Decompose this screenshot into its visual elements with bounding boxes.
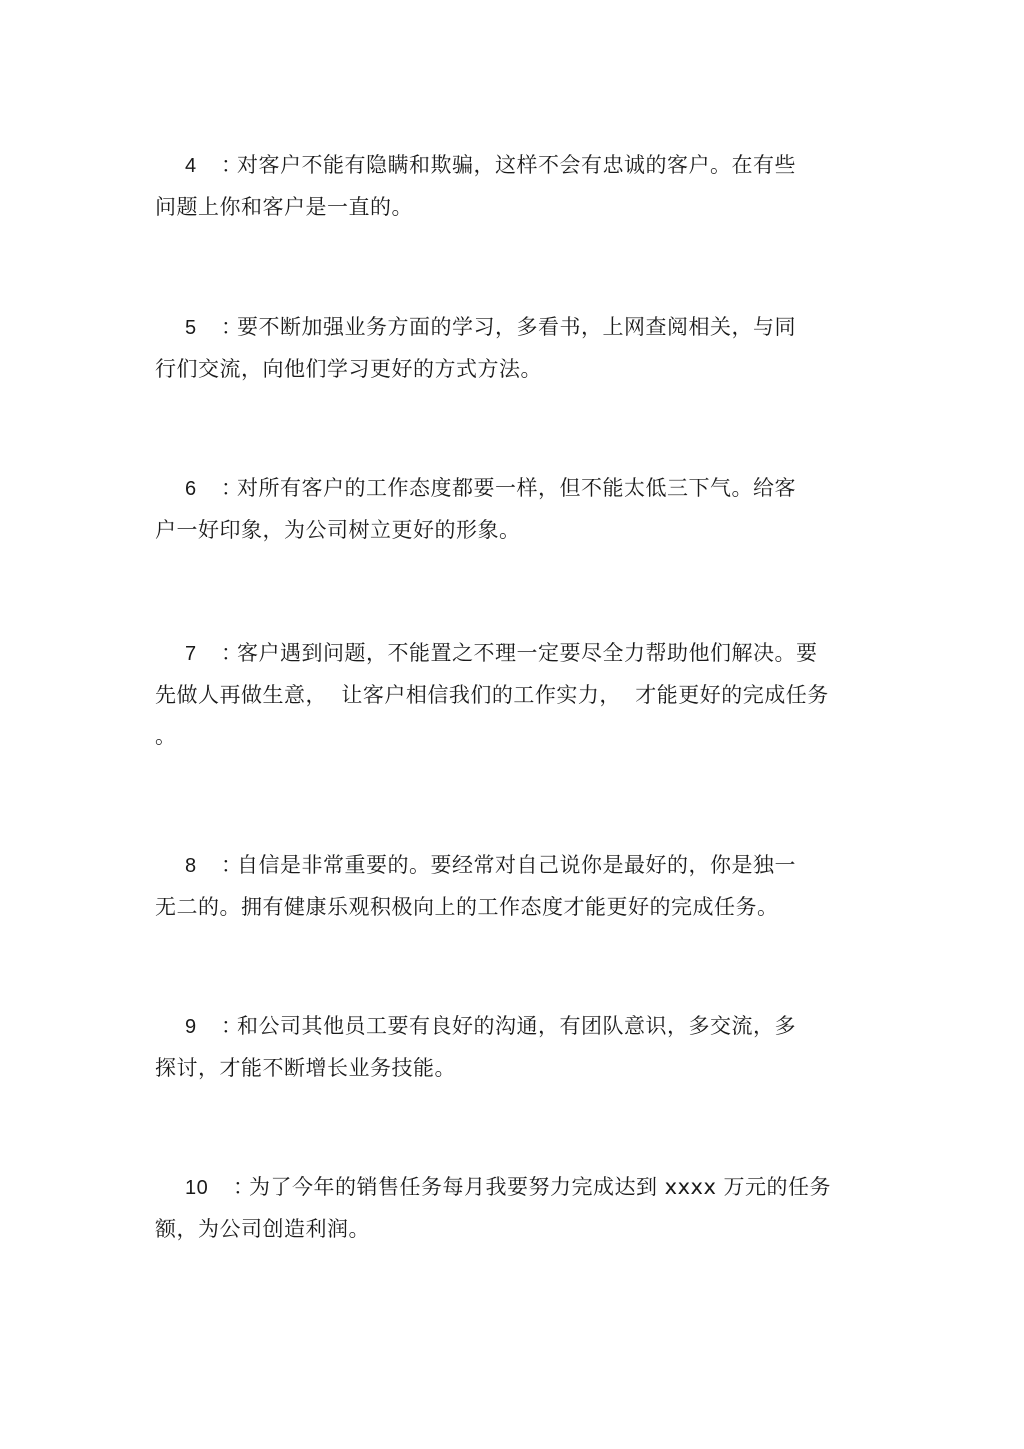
item-line: 户一好印象，为公司树立更好的形象。: [155, 518, 521, 542]
item-separator: ：: [221, 315, 243, 339]
item-separator: ：: [221, 853, 243, 877]
item-line: [155, 145, 860, 187]
list-item-6: [155, 468, 860, 551]
item-line: 额，为公司创造利润。: [155, 1217, 370, 1241]
list-item-10: [155, 1167, 860, 1250]
item-line: [155, 468, 860, 510]
item-line: [155, 845, 860, 887]
item-number: 8: [185, 855, 197, 877]
item-number: 10: [185, 1177, 209, 1199]
item-separator: ：: [233, 1175, 255, 1199]
list-item-9: [155, 1006, 860, 1089]
item-number: 6: [185, 478, 197, 500]
item-line: [155, 307, 860, 349]
item-line: 先做人再做生意， 让客户相信我们的工作实力， 才能更好的完成任务: [155, 683, 829, 707]
item-number: 5: [185, 317, 197, 339]
list-item-7: [155, 633, 860, 757]
item-line: [155, 633, 860, 675]
list-item-4: [155, 145, 860, 228]
item-number: 7: [185, 643, 197, 665]
item-text: 为了今年的销售任务每月我要努力完成达到 xxxx 万元的任务: [249, 1175, 832, 1199]
list-item-8: [155, 845, 860, 928]
item-number: 4: [185, 155, 197, 177]
item-line: [155, 1167, 860, 1209]
item-line: 行们交流，向他们学习更好的方式方法。: [155, 357, 542, 381]
item-text: 客户遇到问题，不能置之不理一定要尽全力帮助他们解决。要: [237, 641, 818, 665]
item-separator: ：: [221, 476, 243, 500]
item-text: 自信是非常重要的。要经常对自己说你是最好的，你是独一: [237, 853, 796, 877]
item-line: 。: [155, 724, 177, 748]
item-separator: ：: [221, 1014, 243, 1038]
item-line: 问题上你和客户是一直的。: [155, 195, 413, 219]
item-line: [155, 1006, 860, 1048]
item-line: 探讨，才能不断增长业务技能。: [155, 1056, 456, 1080]
item-text: 对所有客户的工作态度都要一样，但不能太低三下气。给客: [237, 476, 796, 500]
item-number: 9: [185, 1016, 197, 1038]
item-separator: ：: [221, 153, 243, 177]
item-separator: ：: [221, 641, 243, 665]
item-text: 和公司其他员工要有良好的沟通，有团队意识，多交流，多: [237, 1014, 796, 1038]
item-text: 对客户不能有隐瞒和欺骗，这样不会有忠诚的客户。在有些: [237, 153, 796, 177]
item-text: 要不断加强业务方面的学习，多看书，上网查阅相关，与同: [237, 315, 796, 339]
list-item-5: [155, 307, 860, 390]
item-line: 无二的。拥有健康乐观积极向上的工作态度才能更好的完成任务。: [155, 895, 779, 919]
